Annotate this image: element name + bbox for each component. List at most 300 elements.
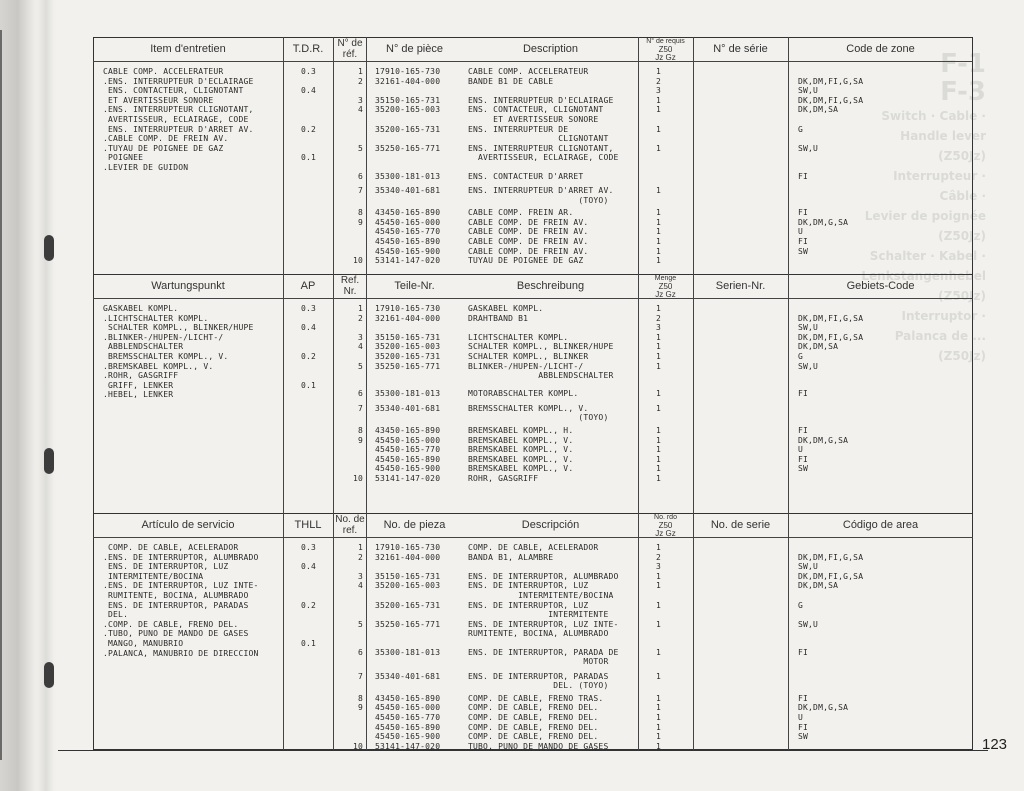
part-description: COMP. DE CABLE, FRENO DEL.: [468, 722, 599, 732]
part-description: ET AVERTISSEUR SONORE: [468, 115, 599, 124]
header-qty-mid: Z50: [658, 282, 673, 291]
quantity: 1: [656, 732, 662, 742]
part-description: CABLE COMP. ACCELERATEUR: [468, 67, 589, 76]
header-item: Item d'entretien: [150, 43, 226, 55]
column-divider: [638, 37, 639, 274]
part-description: ROHR, GASGRIFF: [468, 473, 539, 483]
service-item-line: MANGO, MANUBRIO: [103, 639, 184, 648]
area-code: SW: [798, 464, 809, 474]
header-qty-bot: Jz Gz: [655, 529, 676, 538]
part-description: ENS. CONTACTEUR D'ARRET: [468, 171, 584, 181]
column-divider: [788, 513, 789, 750]
part-description: INTERMITENTE: [468, 610, 609, 620]
part-description: COMP. DE CABLE, FRENO TRAS.: [468, 693, 604, 703]
quantity: 1: [656, 352, 662, 361]
service-item-line: ET AVERTISSEUR SONORE: [103, 95, 214, 105]
ref-number: 7: [357, 186, 363, 196]
section-header: [93, 274, 973, 299]
part-description: ENS. DE INTERRUPTOR, PARADA DE: [468, 647, 619, 657]
part-number: 17910-165-730: [375, 543, 441, 552]
ref-number: 7: [357, 403, 363, 413]
area-code: DK,DM,G,SA: [798, 703, 849, 713]
area-code: FI: [798, 425, 809, 435]
part-description: COMP. DE CABLE, FRENO DEL.: [468, 732, 599, 742]
quantity: 1: [656, 741, 662, 751]
service-item-line: .ENS. DE INTERRUPTOR, LUZ INTE-: [103, 581, 259, 591]
area-code: DK,DM,FI,G,SA: [798, 552, 864, 562]
column-divider: [366, 274, 367, 513]
part-description: COMP. DE CABLE, FRENO DEL.: [468, 712, 599, 722]
area-code: DK,DM,G,SA: [798, 435, 849, 445]
part-description: BLINKER-/HUPEN-/LICHT-/: [468, 361, 584, 371]
ref-number: 5: [357, 143, 363, 153]
part-number: 45450-165-000: [375, 435, 441, 445]
area-code: FI: [798, 389, 809, 399]
quantity: 1: [656, 403, 662, 413]
area-code: U: [798, 227, 804, 237]
part-description: ENS. INTERRUPTEUR DE: [468, 124, 569, 134]
part-description: CABLE COMP. DE FREIN AV.: [468, 227, 589, 237]
part-number: 45450-165-900: [375, 464, 441, 474]
part-description: BANDA B1, ALAMBRE: [468, 552, 554, 562]
area-code: DK,DM,FI,G,SA: [798, 571, 864, 581]
quantity: 1: [656, 217, 662, 227]
ref-number: 4: [357, 581, 363, 591]
parts-section: [93, 513, 973, 750]
part-description: COMP. DE CABLE, ACELERADOR: [468, 543, 599, 552]
column-divider: [283, 274, 284, 513]
header-qty-mid: Z50: [658, 521, 673, 530]
area-code: G: [798, 124, 804, 134]
quantity: 1: [656, 671, 662, 681]
service-item-line: ENS. CONTACTEUR, CLIGNOTANT: [103, 86, 244, 96]
service-item-line: COMP. DE CABLE, ACELERADOR: [103, 543, 239, 552]
column-divider: [366, 37, 367, 274]
part-number: 35200-165-731: [375, 124, 441, 134]
ref-number: 10: [352, 741, 363, 751]
header-ref-number: No. de ref.: [335, 514, 365, 536]
part-number: 45450-165-770: [375, 712, 441, 722]
header-qty-mid: Z50: [658, 45, 673, 54]
quantity: 3: [656, 86, 662, 96]
header-qty-bot: Jz Gz: [655, 53, 676, 62]
service-item-line: RUMITENTE, BOCINA, ALUMBRADO: [103, 591, 249, 600]
part-number: 35150-165-731: [375, 332, 441, 342]
header-description: Beschreibung: [516, 280, 585, 292]
part-description: ENS. INTERRUPTEUR D'ARRET AV.: [468, 186, 614, 196]
service-item-line: ENS. INTERRUPTEUR D'ARRET AV.: [103, 124, 254, 134]
service-item-line: .ENS. INTERRUPTEUR CLIGNOTANT,: [103, 105, 254, 115]
area-code: DK,DM,G,SA: [798, 217, 849, 227]
quantity: 1: [656, 227, 662, 237]
part-number: 35300-181-013: [375, 647, 441, 657]
header-zone-code: Código de area: [842, 519, 919, 531]
quantity: 1: [656, 647, 662, 657]
page-number: 123: [982, 736, 1008, 753]
part-description: DRAHTBAND B1: [468, 313, 529, 323]
ref-number: 9: [357, 217, 363, 227]
part-number: 35340-401-681: [375, 186, 441, 196]
header-qty-bot: Jz Gz: [655, 290, 676, 299]
ref-number: 2: [357, 76, 363, 86]
part-description: ENS. DE INTERRUPTOR, LUZ: [468, 600, 589, 610]
ref-number: 2: [357, 552, 363, 562]
header-part-number: N° de pièce: [386, 43, 443, 55]
service-item-line: ENS. DE INTERRUPTOR, LUZ: [103, 562, 229, 572]
section-header: [93, 513, 973, 538]
quantity: 1: [656, 342, 662, 352]
bleed-line: Switch · Cable ·: [881, 109, 986, 123]
bleed-line: Lenkstangenhebel (Z50Jz): [861, 269, 986, 303]
ref-number: 10: [352, 473, 363, 483]
flat-rate-time: 0.3: [301, 543, 317, 552]
part-description: MOTORABSCHALTER KOMPL.: [468, 389, 579, 399]
ref-number: 6: [357, 647, 363, 657]
ref-number: 3: [357, 95, 363, 105]
area-code: SW,U: [798, 143, 819, 153]
service-item-line: .COMP. DE CABLE, FRENO DEL.: [103, 619, 239, 629]
ref-number: 8: [357, 208, 363, 218]
ref-number: 4: [357, 105, 363, 115]
part-description: BREMSSCHALTER KOMPL., V.: [468, 403, 589, 413]
area-code: FI: [798, 236, 809, 246]
header-zone-code: Gebiets-Code: [846, 280, 915, 292]
service-item-line: POIGNEE: [103, 153, 144, 163]
ref-number: 6: [357, 171, 363, 181]
bleed-line: Schalter · Kabel ·: [869, 249, 986, 263]
part-description: RUMITENTE, BOCINA, ALUMBRADO: [468, 629, 609, 639]
part-description: ENS. DE INTERRUPTOR, LUZ: [468, 581, 589, 591]
service-item-line: .ENS. INTERRUPTEUR D'ECLAIRAGE: [103, 76, 254, 86]
column-divider: [788, 274, 789, 513]
quantity: 1: [656, 693, 662, 703]
bleed-line: F-3: [940, 77, 986, 107]
service-item-line: .ROHR, GASGRIFF: [103, 371, 179, 381]
part-description: BREMSKABEL KOMPL., V.: [468, 464, 574, 474]
part-description: BREMSKABEL KOMPL., H.: [468, 425, 574, 435]
area-code: DK,DM,FI,G,SA: [798, 313, 864, 323]
quantity: 1: [656, 332, 662, 342]
part-number: 35250-165-771: [375, 619, 441, 629]
parts-section: [93, 274, 973, 513]
quantity: 1: [656, 143, 662, 153]
part-number: 35300-181-013: [375, 389, 441, 399]
quantity: 1: [656, 454, 662, 464]
header-qty-top: Menge: [654, 275, 677, 282]
part-description: INTERMITENTE/BOCINA: [468, 591, 614, 600]
ref-number: 1: [357, 543, 363, 552]
area-code: FI: [798, 171, 809, 181]
area-code: SW,U: [798, 323, 819, 333]
area-code: FI: [798, 208, 809, 218]
quantity: 3: [656, 562, 662, 572]
service-item-line: .TUYAU DE POIGNEE DE GAZ: [103, 143, 224, 153]
ref-number: 3: [357, 332, 363, 342]
area-code: FI: [798, 454, 809, 464]
part-description: MOTOR: [468, 657, 609, 667]
service-item-line: .HEBEL, LENKER: [103, 390, 174, 400]
part-number: 32161-404-000: [375, 313, 441, 323]
header-ref-number: Ref. Nr.: [340, 275, 360, 297]
area-code: DK,DM,SA: [798, 105, 839, 115]
part-number: 45450-165-770: [375, 227, 441, 237]
service-item-line: DEL.: [103, 610, 129, 620]
part-number: 35300-181-013: [375, 171, 441, 181]
quantity: 1: [656, 722, 662, 732]
header-part-number: Teile-Nr.: [394, 280, 435, 292]
part-description: GASKABEL KOMPL.: [468, 304, 544, 313]
area-code: DK,DM,FI,G,SA: [798, 76, 864, 86]
quantity: 2: [656, 313, 662, 323]
service-item-line: GASKABEL KOMPL.: [103, 304, 179, 313]
flat-rate-time: 0.4: [301, 562, 317, 572]
service-item-line: CABLE COMP. ACCELERATEUR: [103, 67, 224, 76]
ref-number: 7: [357, 671, 363, 681]
area-code: FI: [798, 693, 809, 703]
part-description: SCHALTER KOMPL., BLINKER/HUPE: [468, 342, 614, 352]
binder-ring: [44, 662, 54, 688]
service-item-line: .CABLE COMP. DE FREIN AV.: [103, 134, 229, 144]
service-item-line: .BREMSKABEL KOMPL., V.: [103, 361, 214, 371]
part-number: 35200-165-731: [375, 352, 441, 361]
ref-number: 1: [357, 67, 363, 76]
service-item-line: .BLINKER-/HUPEN-/LICHT-/: [103, 332, 224, 342]
quantity: 2: [656, 552, 662, 562]
quantity: 1: [656, 246, 662, 256]
part-number: 35250-165-771: [375, 143, 441, 153]
bleed-line: F-1: [940, 49, 986, 79]
part-number: 43450-165-890: [375, 425, 441, 435]
part-number: 53141-147-020: [375, 473, 441, 483]
header-time: THLL: [294, 519, 322, 531]
part-description: TUBO, PUNO DE MANDO DE GASES: [468, 741, 609, 751]
quantity: 1: [656, 425, 662, 435]
part-description: COMP. DE CABLE, FRENO DEL.: [468, 703, 599, 713]
service-item-line: .LEVIER DE GUIDON: [103, 163, 189, 172]
part-description: TUYAU DE POIGNEE DE GAZ: [468, 256, 584, 266]
ref-number: 3: [357, 571, 363, 581]
quantity: 1: [656, 571, 662, 581]
bleed-line: Handle lever (Z50Jz): [900, 129, 986, 163]
part-description: CABLE COMP. DE FREIN AV.: [468, 236, 589, 246]
quantity: 3: [656, 323, 662, 333]
page-bottom-rule: [58, 750, 988, 751]
service-item-line: INTERMITENTE/BOCINA: [103, 571, 204, 581]
ref-number: 1: [357, 304, 363, 313]
quantity: 1: [656, 186, 662, 196]
part-number: 45450-165-890: [375, 236, 441, 246]
header-zone-code: Code de zone: [846, 43, 915, 55]
part-description: CABLE COMP. DE FREIN AV.: [468, 217, 589, 227]
part-number: 35200-165-731: [375, 600, 441, 610]
flat-rate-time: 0.2: [301, 352, 317, 361]
quantity: 1: [656, 473, 662, 483]
part-number: 45450-165-900: [375, 732, 441, 742]
part-description: ENS. DE INTERRUPTOR, LUZ INTE-: [468, 619, 619, 629]
area-code: DK,DM,SA: [798, 581, 839, 591]
area-code: SW,U: [798, 619, 819, 629]
area-code: DK,DM,FI,G,SA: [798, 95, 864, 105]
part-description: CABLE COMP. FREIN AR.: [468, 208, 574, 218]
area-code: G: [798, 352, 804, 361]
flat-rate-time: 0.3: [301, 67, 317, 76]
area-code: G: [798, 600, 804, 610]
service-item-line: .PALANCA, MANUBRIO DE DIRECCION: [103, 648, 259, 658]
ref-number: 9: [357, 703, 363, 713]
ref-number: 8: [357, 693, 363, 703]
header-serial: No. de serie: [710, 519, 771, 531]
header-description: Description: [522, 43, 579, 55]
section-header: [93, 37, 973, 62]
column-divider: [283, 37, 284, 274]
column-divider: [638, 274, 639, 513]
area-code: SW,U: [798, 361, 819, 371]
quantity: 1: [656, 712, 662, 722]
part-number: 45450-165-000: [375, 217, 441, 227]
bleed-line: Palanca de ... (Z50Jz): [894, 329, 986, 363]
header-serial: N° de série: [713, 43, 768, 55]
flat-rate-time: 0.4: [301, 323, 317, 333]
quantity: 1: [656, 600, 662, 610]
part-description: ENS. INTERRUPTEUR D'ECLAIRAGE: [468, 95, 614, 105]
header-serial: Serien-Nr.: [715, 280, 766, 292]
header-part-number: No. de pieza: [383, 519, 446, 531]
flat-rate-time: 0.4: [301, 86, 317, 96]
header-item: Wartungspunkt: [151, 280, 225, 292]
flat-rate-time: 0.1: [301, 153, 317, 163]
column-divider: [693, 37, 694, 274]
part-number: 35150-165-731: [375, 571, 441, 581]
ref-number: 5: [357, 361, 363, 371]
service-item-line: ENS. DE INTERRUPTOR, PARADAS: [103, 600, 249, 610]
quantity: 1: [656, 543, 662, 552]
service-item-line: .LICHTSCHALTER KOMPL.: [103, 313, 209, 323]
parts-section: [93, 37, 973, 274]
quantity: 1: [656, 581, 662, 591]
quantity: 2: [656, 76, 662, 86]
area-code: FI: [798, 647, 809, 657]
column-divider: [366, 513, 367, 750]
column-divider: [693, 513, 694, 750]
part-description: ENS. CONTACTEUR, CLIGNOTANT: [468, 105, 604, 115]
area-code: FI: [798, 722, 809, 732]
binder-ring: [44, 235, 54, 261]
part-number: 43450-165-890: [375, 693, 441, 703]
part-description: SCHALTER KOMPL., BLINKER: [468, 352, 589, 361]
part-description: ENS. DE INTERRUPTOR, PARADAS: [468, 671, 609, 681]
flat-rate-time: 0.1: [301, 380, 317, 390]
header-time: AP: [300, 280, 316, 292]
part-description: (TOYO): [468, 195, 609, 205]
flat-rate-time: 0.1: [301, 639, 317, 648]
column-divider: [693, 274, 694, 513]
part-description: LICHTSCHALTER KOMPL.: [468, 332, 569, 342]
part-number: 17910-165-730: [375, 67, 441, 76]
quantity: 1: [656, 361, 662, 371]
header-ref-number: N° de réf.: [337, 38, 363, 60]
part-number: 35200-165-003: [375, 581, 441, 591]
part-number: 35200-165-003: [375, 105, 441, 115]
service-item-line: AVERTISSEUR, ECLAIRAGE, CODE: [103, 115, 249, 124]
part-description: (TOYO): [468, 413, 609, 423]
part-description: BREMSKABEL KOMPL., V.: [468, 435, 574, 445]
header-item: Artículo de servicio: [141, 519, 235, 531]
ref-number: 4: [357, 342, 363, 352]
area-code: DK,DM,FI,G,SA: [798, 332, 864, 342]
part-description: CLIGNOTANT: [468, 134, 609, 144]
part-number: 45450-165-770: [375, 445, 441, 455]
quantity: 1: [656, 256, 662, 266]
quantity: 1: [656, 95, 662, 105]
bleed-line: Interrupteur · Câble ·: [893, 169, 986, 203]
area-code: U: [798, 712, 804, 722]
quantity: 1: [656, 208, 662, 218]
flat-rate-time: 0.2: [301, 124, 317, 134]
ref-number: 5: [357, 619, 363, 629]
service-item-line: ABBLENDSCHALTER: [103, 342, 184, 352]
part-number: 53141-147-020: [375, 256, 441, 266]
quantity: 1: [656, 464, 662, 474]
service-item-line: GRIFF, LENKER: [103, 380, 174, 390]
quantity: 1: [656, 703, 662, 713]
service-item-line: SCHALTER KOMPL., BLINKER/HUPE: [103, 323, 254, 333]
flat-rate-time: 0.3: [301, 304, 317, 313]
column-divider: [638, 513, 639, 750]
service-item-line: BREMSSCHALTER KOMPL., V.: [103, 352, 229, 361]
ref-number: 2: [357, 313, 363, 323]
part-number: 35340-401-681: [375, 403, 441, 413]
part-description: ENS. INTERRUPTEUR CLIGNOTANT,: [468, 143, 614, 153]
part-description: CABLE COMP. DE FREIN AV.: [468, 246, 589, 256]
quantity: 1: [656, 619, 662, 629]
part-number: 35340-401-681: [375, 671, 441, 681]
column-divider: [283, 513, 284, 750]
part-number: 53141-147-020: [375, 741, 441, 751]
part-number: 45450-165-890: [375, 454, 441, 464]
part-description: BREMSKABEL KOMPL., V.: [468, 445, 574, 455]
part-description: DEL. (TOYO): [468, 681, 609, 691]
area-code: SW,U: [798, 562, 819, 572]
header-qty-top: No. rdo: [654, 514, 677, 521]
ref-number: 6: [357, 389, 363, 399]
part-number: 32161-404-000: [375, 552, 441, 562]
quantity: 1: [656, 389, 662, 399]
part-number: 43450-165-890: [375, 208, 441, 218]
part-number: 35250-165-771: [375, 361, 441, 371]
part-number: 45450-165-000: [375, 703, 441, 713]
part-description: ENS. DE INTERRUPTOR, ALUMBRADO: [468, 571, 619, 581]
flat-rate-time: 0.2: [301, 600, 317, 610]
area-code: SW,U: [798, 86, 819, 96]
part-number: 17910-165-730: [375, 304, 441, 313]
binder-ring: [44, 448, 54, 474]
header-qty-top: N° de requis: [646, 38, 685, 45]
part-description: BREMSKABEL KOMPL., V.: [468, 454, 574, 464]
bleed-line: Levier de poignée (Z50Jz): [864, 209, 986, 243]
part-number: 35200-165-003: [375, 342, 441, 352]
area-code: SW: [798, 732, 809, 742]
quantity: 1: [656, 124, 662, 134]
quantity: 1: [656, 435, 662, 445]
service-item-line: .ENS. DE INTERRUPTOR, ALUMBRADO: [103, 552, 259, 562]
binding-edge: [0, 30, 6, 760]
part-description: BANDE B1 DE CABLE: [468, 76, 554, 86]
ref-number: 10: [352, 256, 363, 266]
service-item-line: .TUBO, PUNO DE MANDO DE GASES: [103, 629, 249, 639]
part-description: ABBLENDSCHALTER: [468, 371, 614, 381]
area-code: SW: [798, 246, 809, 256]
ref-number: 8: [357, 425, 363, 435]
